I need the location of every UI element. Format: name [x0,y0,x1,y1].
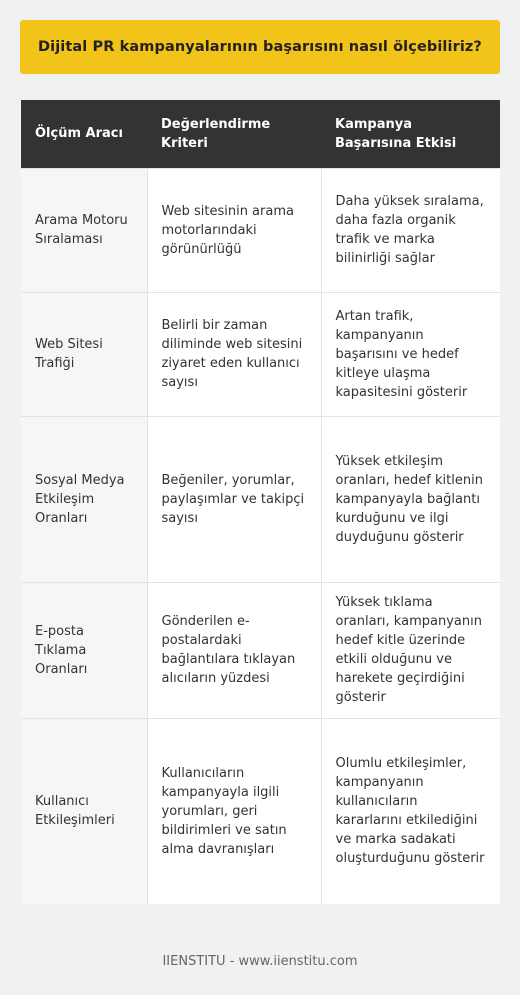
table-cell-tool: Kullanıcı Etkileşimleri [21,718,147,904]
table-cell-criterion: Web sitesinin arama motorlarındaki görünürlüğü [147,168,321,292]
column-header-tool: Ölçüm Aracı [21,100,147,168]
metrics-table [21,100,500,904]
table-cell-criterion: Gönderilen e-postalardaki bağlantılara tıklayan alıcıların yüzdesi [147,582,321,718]
table-cell-tool: Sosyal Medya Etkileşim Oranları [21,416,147,582]
table-row [21,718,500,904]
table-cell-criterion: Belirli bir zaman diliminde web sitesini ziyaret eden kullanıcı sayısı [147,292,321,416]
table-cell-impact: Yüksek etkileşim oranları, hedef kitlenin kampanyayla bağlantı kurduğunu ve ilgi duyduğunu gösterir [321,416,500,582]
footer-credit: IIENSTITU - www.iienstitu.com [162,954,358,969]
table-header-row [21,100,500,168]
table-cell-tool: Web Sitesi Trafiği [21,292,147,416]
column-header-criterion: Değerlendirme Kriteri [147,100,321,168]
table-cell-impact: Olumlu etkileşimler, kampanyanın kullanıcıların kararlarını etkilediğini ve marka sadakati oluşturduğunu gösterir [321,718,500,904]
table-cell-impact: Yüksek tıklama oranları, kampanyanın hedef kitle üzerinde etkili olduğunu ve harekete geçirdiğini gösterir [321,582,500,718]
page-title: Dijital PR kampanyalarının başarısını nasıl ölçebiliriz? [38,39,482,55]
table-row [21,292,500,416]
table-cell-impact: Artan trafik, kampanyanın başarısını ve hedef kitleye ulaşma kapasitesini gösterir [321,292,500,416]
column-header-impact: Kampanya Başarısına Etkisi [321,100,500,168]
table-cell-tool: E-posta Tıklama Oranları [21,582,147,718]
table-cell-criterion: Beğeniler, yorumlar, paylaşımlar ve takipçi sayısı [147,416,321,582]
table-row [21,582,500,718]
title-banner [20,20,500,74]
table-cell-tool: Arama Motoru Sıralaması [21,168,147,292]
table-row [21,416,500,582]
table-cell-criterion: Kullanıcıların kampanyayla ilgili yorumları, geri bildirimleri ve satın alma davranışları [147,718,321,904]
table-cell-impact: Daha yüksek sıralama, daha fazla organik trafik ve marka bilinirliği sağlar [321,168,500,292]
table-row [21,168,500,292]
